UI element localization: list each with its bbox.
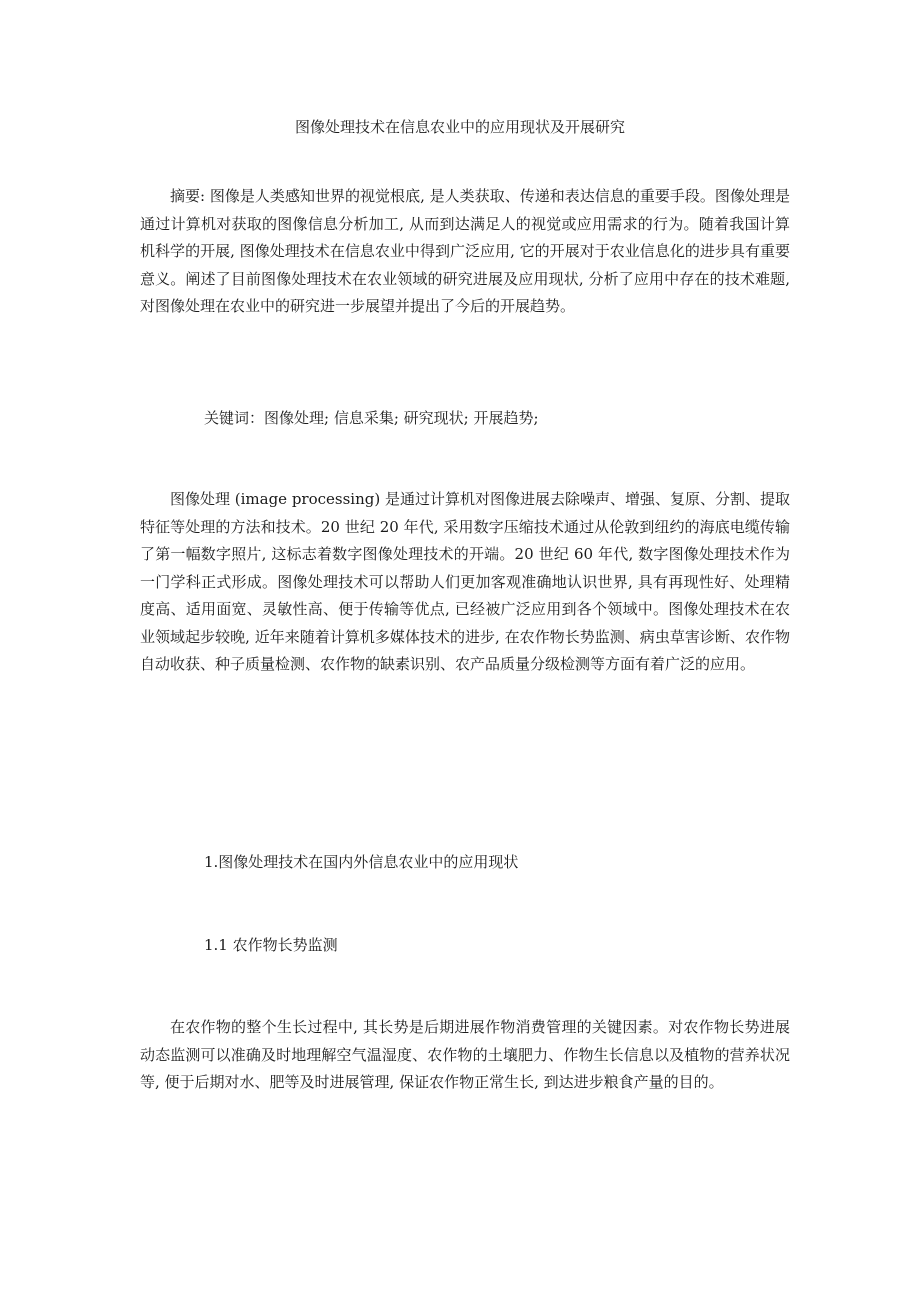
section-heading-1: 1.图像处理技术在国内外信息农业中的应用现状	[204, 853, 519, 871]
keywords-line: 关键词：图像处理; 信息采集; 研究现状; 开展趋势;	[204, 409, 539, 427]
section-1-1-paragraph: 在农作物的整个生长过程中, 其长势是后期进展作物消费管理的关键因素。对农作物长势进展动态监测可以准确及时地理解空气温湿度、农作物的土壤肥力、作物生长信息以及植物的营养状况等, 便于后期对水、肥等及时进展管理, 保证农作物正常生长, 到达进步粮食产量的目的。	[140, 1018, 790, 1091]
document-title: 图像处理技术在信息农业中的应用现状及开展研究	[294, 118, 625, 136]
abstract-paragraph: 摘要: 图像是人类感知世界的视觉根底, 是人类获取、传递和表达信息的重要手段。图像处理是通过计算机对获取的图像信息分析加工, 从而到达满足人的视觉或应用需求的行为。随着我国计算机科学的开展, 图像处理技术在信息农业中得到广泛应用, 它的开展对于农业信息化的进步具有重要意义。阐述了目前图像处理技术在农业领域的研究进展及应用现状, 分析了应用中存在的技术难题, 对图像处理在农业中的研究进一步展望并提出了今后的开展趋势。	[140, 187, 790, 315]
intro-paragraph: 图像处理 (image processing) 是通过计算机对图像进展去除噪声、增强、复原、分割、提取特征等处理的方法和技术。20 世纪 20 年代, 采用数字压缩技术通过从伦敦到纽约的海底电缆传输了第一幅数字照片, 这标志着数字图像处理技术的开端。20 世纪 60 年代, 数字图像处理技术作为一门学科正式形成。图像处理技术可以帮助人们更加客观准确地认识世界, 具有再现性好、处理精度高、适用面宽、灵敏性高、便于传输等优点, 已经被广泛应用到各个领域中。图像处理技术在农业领域起步较晚, 近年来随着计算机多媒体技术的进步, 在农作物长势监测、病虫草害诊断、农作物自动收获、种子质量检测、农作物的缺素识别、农产品质量分级检测等方面有着广泛的应用。	[140, 490, 790, 673]
section-heading-1-1: 1.1 农作物长势监测	[204, 936, 338, 954]
